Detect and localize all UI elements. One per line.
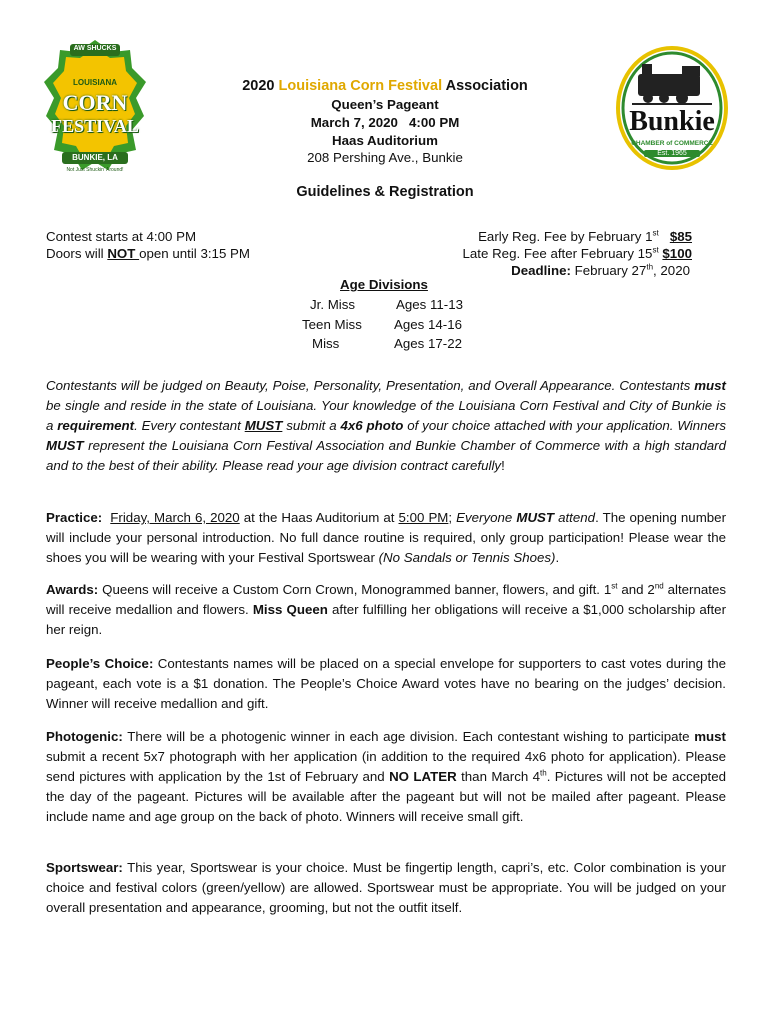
logo-line-2: CORN — [62, 90, 128, 115]
late-fee: Late Reg. Fee after February 15st $100 — [462, 245, 692, 261]
age-divisions-table — [302, 295, 472, 354]
logo-bunkie-name: Bunkie — [629, 106, 715, 137]
logo-line-4: BUNKIE, LA — [72, 153, 118, 162]
deadline: Deadline: February 27th, 2020 — [511, 262, 690, 278]
age-division-name: Teen Miss — [302, 316, 362, 332]
bunkie-chamber-logo — [616, 46, 728, 170]
corn-festival-logo — [40, 38, 150, 178]
early-fee: Early Reg. Fee by February 1st $85 — [478, 228, 692, 244]
age-division-ages: Ages 14-16 — [394, 316, 463, 332]
logo-est: Est. 1965 — [644, 150, 700, 157]
logo-line-3: FESTIVAL — [51, 116, 139, 136]
age-row — [302, 295, 472, 315]
section-title: Guidelines & Registration — [296, 184, 474, 200]
venue: Haas Auditorium — [332, 133, 438, 148]
logo-tagline: Not Just Shuckin' Around! — [66, 167, 124, 173]
age-row — [302, 334, 472, 354]
logo-top-banner: AW SHUCKS — [73, 45, 117, 52]
practice-paragraph: Practice: Friday, March 6, 2020 at the Haas Auditorium at 5:00 PM; Everyone MUST attend. The opening number will include your personal introduction. No full dance routine is required, only group participation! Please wear the shoes you will be wearing with your Festival Sportswear (No Sandals or Tennis Shoes). — [46, 510, 726, 565]
awards-paragraph: Awards: Queens will receive a Custom Corn Crown, Monogrammed banner, flowers, and gift. 1st and 2nd alternates will receive medallion and flowers. Miss Queen after fulfilling her obligations will receive a $1,000 scholarship after her reign. — [46, 581, 727, 637]
address: 208 Pershing Ave., Bunkie — [307, 150, 463, 165]
age-division-name: Miss — [312, 336, 340, 351]
age-row — [302, 315, 472, 335]
photogenic-paragraph: Photogenic: There will be a photogenic winner in each age division. Each contestant wishing to participate must submit a recent 5x7 photograph with her application (in addition to the required 4x6 photo for application). Please send pictures with application by the 1st of February and NO LATER than March 4th. Pictures will not be accepted the day of the pageant. Pictures will be available after the pageant but will not be mailed after pageant. Please include name and age group on the back of photo. Winners will receive small gift. — [46, 729, 726, 824]
date-time: March 7, 2020 4:00 PM — [310, 115, 460, 130]
logo-chamber-sub: CHAMBER of COMMERCE — [631, 140, 713, 147]
sportswear-paragraph: Sportswear: This year, Sportswear is your choice. Must be fingertip length, capri’s, etc. Color combination is your choice and festival colors (green/yellow) are allowed. Sportswear must be appropriate. You will be judged on your overall presentation and appearance, grooming, but not the outfit itself. — [46, 860, 726, 915]
pageant-title: Queen’s Pageant — [331, 97, 439, 112]
doors-open: Doors will NOT open until 3:15 PM — [46, 246, 250, 261]
contest-starts: Contest starts at 4:00 PM — [46, 229, 197, 244]
logo-line-1: LOUISIANA — [73, 78, 117, 87]
page-title: 2020 Louisiana Corn Festival Association — [242, 78, 528, 94]
peoples-choice-paragraph: People’s Choice: Contestants names will be placed on a special envelope for supporters to cast votes during the pageant, each vote is a $1 donation. The People’s Choice Award votes have no bearing on the judges’ decision. Winner will receive medallion and gift. — [46, 656, 726, 711]
age-division-name: Jr. Miss — [310, 297, 356, 312]
age-division-ages: Ages 17-22 — [394, 336, 463, 351]
age-division-ages: Ages 11-13 — [396, 297, 464, 312]
intro-paragraph: Contestants will be judged on Beauty, Poise, Personality, Presentation, and Overall Appearance. Contestants must be single and reside in the state of Louisiana. Your knowledge of the Louisiana Corn Festival and City of Bunkie is a requirement. Every contestant MUST submit a 4x6 photo of your choice attached with your application. Winners MUST represent the Louisiana Corn Festival Association and Bunkie Chamber of Commerce with a high standard and to the best of their ability. Please read your age division contract carefully! — [46, 378, 726, 473]
age-divisions-title: Age Divisions — [340, 277, 428, 292]
